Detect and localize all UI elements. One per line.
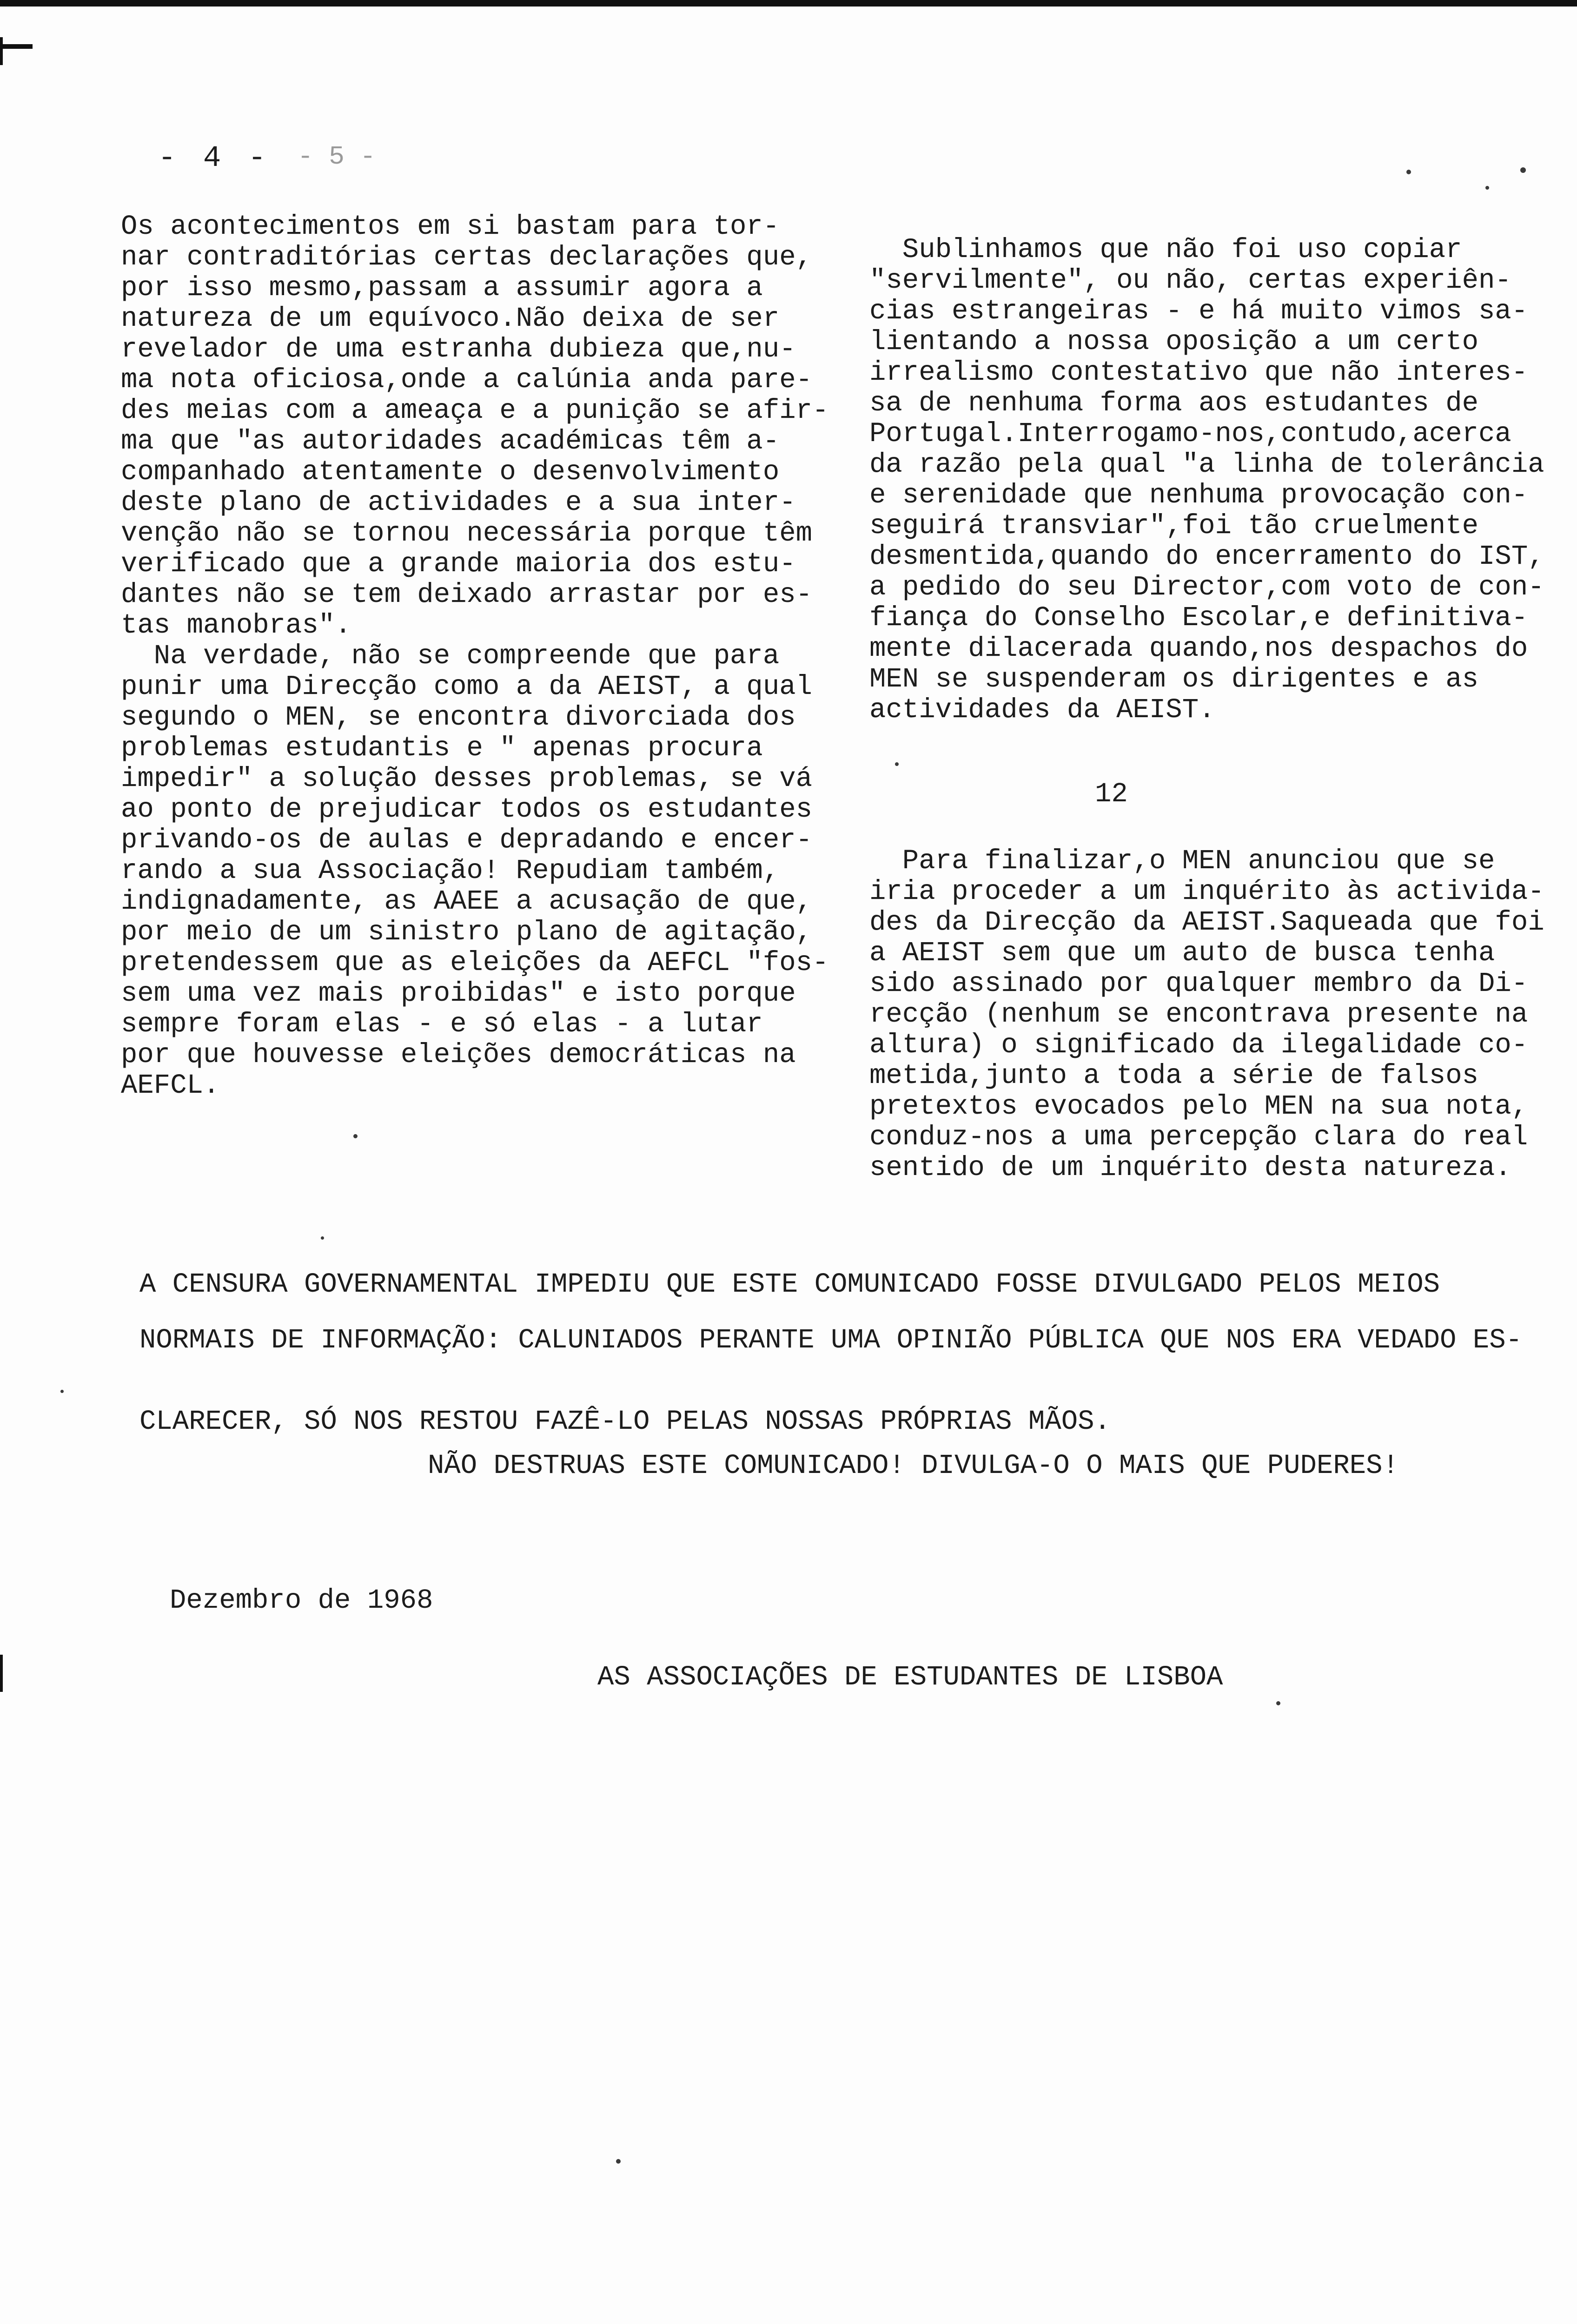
scan-speck [1520,167,1526,173]
scan-speck [895,762,899,766]
scan-speck [353,1134,358,1138]
scan-speck [60,1390,64,1393]
page-number: - 4 - [158,142,271,175]
right-column-text: Sublinhamos que não foi uso copiar "servilmente", ou não, certas experiên- cias estrangeiras - e há muito vimos sa- lientando a nossa oposição a um certo irrealismo contestativo que não interes- sa de nenhuma forma aos estudantes de Portugal.Interrogamo-nos,contudo,acerca da razão pela qual "a linha de tolerância e serenidade que nenhuma provocação con- seguirá transviar",foi tão cruelmente desmentida,quando do encerramento do IST, a pedido do seu Director,com voto de con- fiança do Conselho Escolar,e definitiva- mente dilacerada quando,nos despachos do MEN se suspenderam os dirigentes e as actividades da AEIST. [869,234,1544,726]
scan-edge-left-mark [0,37,3,65]
censorship-notice-line-1: A CENSURA GOVERNAMENTAL IMPEDIU QUE ESTE COMUNICADO FOSSE DIVULGADO PELOS MEIOS [139,1269,1440,1300]
document-date: Dezembro de 1968 [170,1585,433,1616]
censorship-notice-line-2: NORMAIS DE INFORMAÇÃO: CALUNIADOS PERANTE UMA OPINIÃO PÚBLICA QUE NOS ERA VEDADO ES- [139,1325,1523,1356]
scan-speck [1276,1701,1280,1705]
scan-edge-left-mid [0,1655,3,1692]
censorship-notice-line-4: NÃO DESTRUAS ESTE COMUNICADO! DIVULGA-O O MAIS QUE PUDERES! [428,1450,1399,1481]
right-column-conclusion: Para finalizar,o MEN anunciou que se iria proceder a um inquérito às activida- des da Direcção da AEIST.Saqueada que foi a AEIST sem que um auto de busca tenha sido assinado por qualquer membro da Di- recção (nenhum se encontrava presente na altura) o significado da ilegalidade co- metida,junto a toda a série de falsos pretextos evocados pelo MEN na sua nota, conduz-nos a uma percepção clara do real sentido de um inquérito desta natureza. [869,845,1544,1183]
scan-edge-top [0,0,1577,7]
censorship-notice-line-3: CLARECER, SÓ NOS RESTOU FAZÊ-LO PELAS NOSSAS PRÓPRIAS MÃOS. [139,1406,1111,1437]
signature: AS ASSOCIAÇÕES DE ESTUDANTES DE LISBOA [597,1662,1223,1693]
left-column-text: Os acontecimentos em si bastam para tor- nar contraditórias certas declarações que, por isso mesmo,passam a assumir agora a natureza de um equívoco.Não deixa de ser revelador de uma estranha dubieza que,nu- ma nota oficiosa,onde a calúnia anda pare- des meias com a ameaça e a punição se afir- ma que "as autoridades académicas têm a- companhado atentamente o desenvolvimento deste plano de actividades e a sua inter- venção não se tornou necessária porque têm verificado que a grande maioria dos estu- dantes não se tem deixado arrastar por es- tas manobras". Na verdade, não se compreende que para punir uma Direcção como a da AEIST, a qual segundo o MEN, se encontra divorciada dos problemas estudantis e " apenas procura impedir" a solução desses problemas, se vá ao ponto de prejudicar todos os estudantes privando-os de aulas e depradando e encer- rando a sua Associação! Repudiam também, indignadamente, as AAEE a acusação de que, por meio de um sinistro plano de agitação, pretendessem que as eleições da AEFCL "fos- sem uma vez mais proibidas" e isto porque sempre foram elas - e só elas - a lutar por que houvesse eleições democráticas na AEFCL. [121,211,829,1101]
scan-speck [616,2159,621,2164]
section-number: 12 [1095,779,1128,810]
scan-speck [1406,170,1411,174]
scan-edge-left-tick [0,44,33,49]
scan-speck [1485,186,1489,190]
scan-speck [321,1236,324,1240]
page-number-faint: - 5 - [298,142,376,172]
